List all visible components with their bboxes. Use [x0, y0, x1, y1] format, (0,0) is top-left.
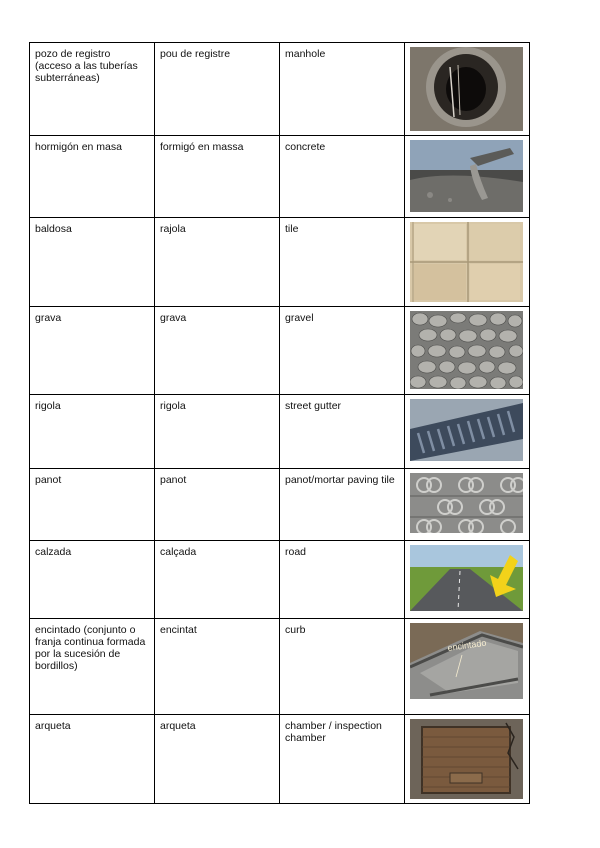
table-row	[30, 619, 530, 715]
table-row	[30, 218, 530, 307]
english-term: panot/mortar paving tile	[280, 469, 405, 541]
catalan-term: arqueta	[155, 715, 280, 804]
spanish-term: rigola	[30, 395, 155, 469]
english-term: chamber / inspection chamber	[280, 715, 405, 804]
spanish-term: encintado (conjunto o franja continua formada por la sucesión de bordillos)	[30, 619, 155, 715]
spanish-term: calzada	[30, 541, 155, 619]
catalan-term: rajola	[155, 218, 280, 307]
catalan-term: panot	[155, 469, 280, 541]
english-term: road	[280, 541, 405, 619]
english-term: curb	[280, 619, 405, 715]
table-row	[30, 136, 530, 218]
catalan-term: rigola	[155, 395, 280, 469]
catalan-term: grava	[155, 307, 280, 395]
concrete-pour-photo	[410, 140, 523, 212]
table-row	[30, 469, 530, 541]
catalan-term: pou de registre	[155, 43, 280, 136]
spanish-term: arqueta	[30, 715, 155, 804]
table-row	[30, 307, 530, 395]
table-row	[30, 395, 530, 469]
street-gutter-grate-photo	[410, 399, 523, 461]
panot-tile-photo	[410, 473, 523, 533]
spanish-term: pozo de registro (acceso a las tuberías subterráneas)	[30, 43, 155, 136]
spanish-term: hormigón en masa	[30, 136, 155, 218]
table-row	[30, 541, 530, 619]
english-term: tile	[280, 218, 405, 307]
spanish-term: baldosa	[30, 218, 155, 307]
english-term: concrete	[280, 136, 405, 218]
english-term: manhole	[280, 43, 405, 136]
spanish-term: panot	[30, 469, 155, 541]
english-term: street gutter	[280, 395, 405, 469]
catalan-term: formigó en massa	[155, 136, 280, 218]
spanish-term: grava	[30, 307, 155, 395]
curb-photo	[410, 623, 523, 699]
tile-photo	[410, 222, 523, 302]
english-term: gravel	[280, 307, 405, 395]
catalan-term: encintat	[155, 619, 280, 715]
inspection-chamber-photo	[410, 719, 523, 799]
gravel-photo	[410, 311, 523, 389]
curb-photo-label: encintado	[446, 637, 487, 653]
catalan-term: calçada	[155, 541, 280, 619]
table-row	[30, 43, 530, 136]
vocabulary-table	[29, 42, 530, 804]
table-row	[30, 715, 530, 804]
manhole-photo	[410, 47, 523, 131]
road-photo	[410, 545, 523, 611]
